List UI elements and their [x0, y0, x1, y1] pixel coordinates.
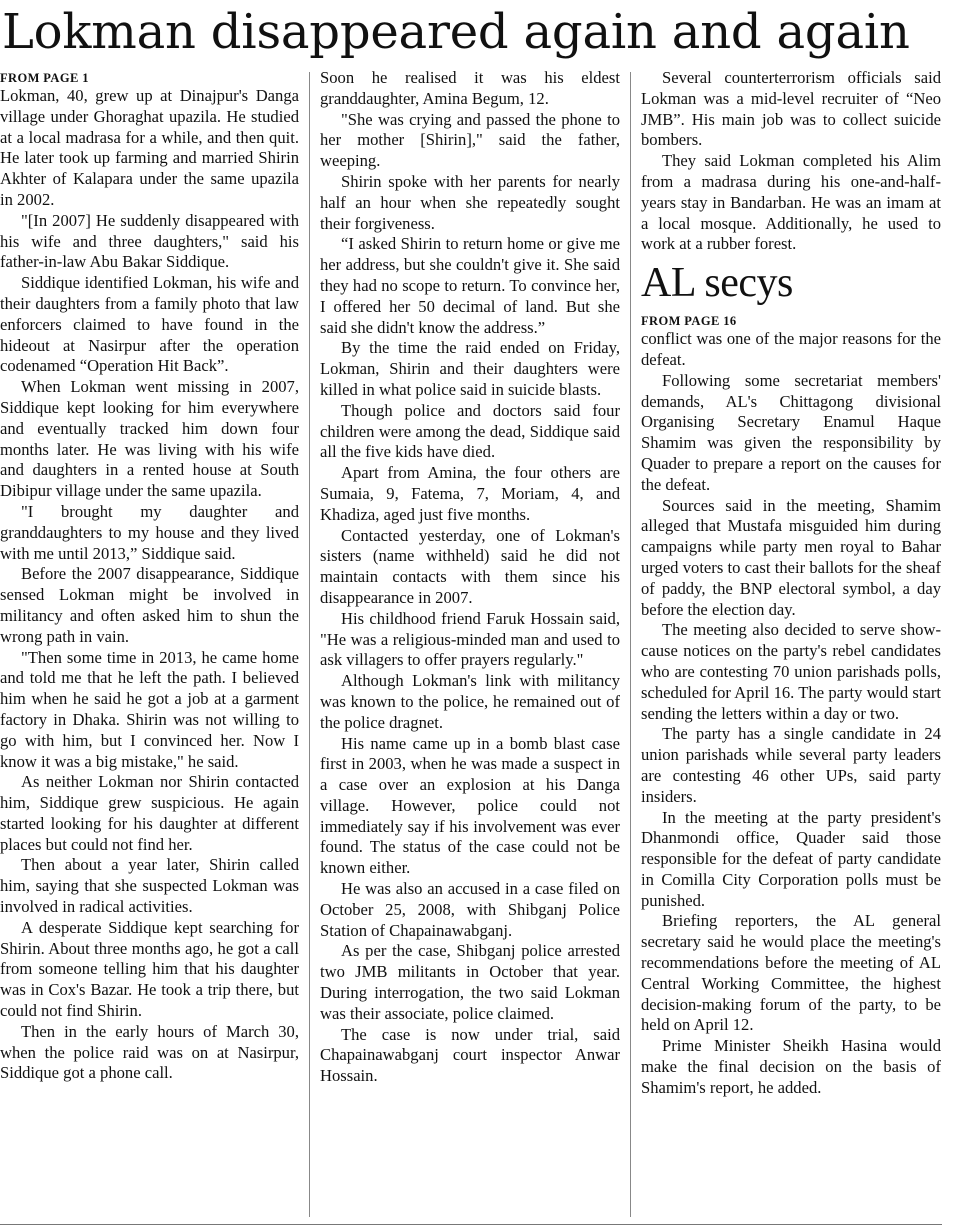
column-3: [641, 68, 941, 1218]
paragraph: "[In 2007] He suddenly disappeared with his wife and three daughters," said his father-in-law Abu Bakar Siddique.: [0, 210, 299, 272]
paragraph: Sources said in the meeting, Shamim alleged that Mustafa misguided him during campaigns while party men royal to Bahar urged voters to cast their ballots for the sheaf of paddy, the BNP electoral symbol, a day before the election day.: [641, 495, 941, 619]
paragraph: They said Lokman completed his Alim from a madrasa during his one-and-half-years stay in Bandarban. He was an imam at a local mosque. Additionally, he used to work at a rubber forest.: [641, 151, 941, 254]
paragraph: In the meeting at the party president's Dhanmondi office, Quader said those responsible for the defeat of party candidate in Comilla City Corporation polls must be punished.: [641, 807, 941, 910]
column-divider: [309, 72, 310, 1217]
story-kicker: FROM PAGE 16: [641, 314, 737, 329]
paragraph: Siddique identified Lokman, his wife and their daughters from a family photo that law enforcers claimed to have found in the hideout at Nasirpur after the operation codenamed “Operation Hit Back”.: [0, 273, 299, 376]
paragraph: The meeting also decided to serve show-cause notices on the party's rebel candidates who are contesting 70 union parishads polls, scheduled for April 16. The party would start sending the letters within a day or two.: [641, 620, 941, 723]
paragraph: "Then some time in 2013, he came home and told me that he left the path. I believed him when he said he got a job at a garment factory in Dhaka. Shirin was not willing to go with him, but I convinced her. Now I know it was a big mistake," he said.: [0, 647, 299, 771]
column-2: [320, 68, 620, 1218]
paragraph: Briefing reporters, the AL general secretary said he would place the meeting's recommendations before the meeting of AL Central Working Committee, the highest decision-making forum of the party, to be held on April 12.: [641, 911, 941, 1035]
column-divider: [630, 72, 631, 1217]
paragraph: Apart from Amina, the four others are Sumaia, 9, Fatema, 7, Moriam, 4, and Khadiza, aged just five months.: [320, 463, 620, 524]
paragraph: His name came up in a bomb blast case first in 2003, when he was made a suspect in a case over an explosion at his Danga village. However, police could not immediately say if his involvement was ever found. The status of the case could not be known either.: [320, 733, 620, 878]
paragraph: conflict was one of the major reasons for the defeat.: [641, 329, 941, 369]
paragraph: As per the case, Shibganj police arrested two JMB militants in October that year. During interrogation, the two said Lokman was their associate, police claimed.: [320, 941, 620, 1023]
paragraph: Soon he realised it was his eldest granddaughter, Amina Begum, 12.: [320, 68, 620, 108]
paragraph: "I brought my daughter and granddaughters to my house and they lived with me until 2013,” Siddique said.: [0, 501, 299, 563]
paragraph: Before the 2007 disappearance, Siddique sensed Lokman might be involved in militancy and often asked him to shun the wrong path in vain.: [0, 564, 299, 646]
story-kicker: FROM PAGE 1: [0, 71, 89, 85]
paragraph: "She was crying and passed the phone to her mother [Shirin]," said the father, weeping.: [320, 109, 620, 171]
paragraph: Shirin spoke with her parents for nearly half an hour when she repeatedly sought their forgiveness.: [320, 171, 620, 233]
paragraph: His childhood friend Faruk Hossain said, "He was a religious-minded man and used to ask villagers to offer prayers regularly.": [320, 608, 620, 670]
paragraph: When Lokman went missing in 2007, Siddique kept looking for him everywhere and eventually tracked him down four months later. He was living with his wife and daughters in a rented house at South Dibipur village under the same upazila.: [0, 377, 299, 501]
paragraph: Though police and doctors said four children were among the dead, Siddique said all the five kids have died.: [320, 400, 620, 462]
paragraph: Then in the early hours of March 30, when the police raid was on at Nasirpur, Siddique got a phone call.: [0, 1021, 299, 1083]
column-1: [0, 68, 299, 1218]
paragraph: “I asked Shirin to return home or give me her address, but she couldn't give it. She said they had no scope to return. To convince her, I offered her 50 decimal of land. But she said she didn't know the address.”: [320, 234, 620, 337]
paragraph: Prime Minister Sheikh Hasina would make the final decision on the basis of Shamim's report, he added.: [641, 1036, 941, 1097]
headline: Lokman disappeared again and again: [2, 4, 910, 60]
story-headline: AL secys: [641, 260, 793, 307]
paragraph: The party has a single candidate in 24 union parishads while several party leaders are contesting 46 other UPs, said party insiders.: [641, 724, 941, 806]
paragraph: Lokman, 40, grew up at Dinajpur's Danga village under Ghoraghat upazila. He studied at a local madrasa for a while, and then quit. He later took up farming and married Shirin Akhter of Kalapara under the same upazila in 2002.: [0, 86, 299, 209]
paragraph: A desperate Siddique kept searching for Shirin. About three months ago, he got a call from someone telling him that his daughter was in Cox's Bazar. He took a trip there, but could not find Shirin.: [0, 917, 299, 1021]
paragraph: Contacted yesterday, one of Lokman's sisters (name withheld) said he did not maintain contacts with them since his disappearance in 2007.: [320, 525, 620, 607]
bottom-rule: [0, 1224, 942, 1225]
paragraph: Although Lokman's link with militancy was known to the police, he remained out of the police dragnet.: [320, 671, 620, 732]
paragraph: Following some secretariat members' demands, AL's Chittagong divisional Organising Secretary Enamul Haque Shamim was given the responsibility by Quader to prepare a report on the causes for the defeat.: [641, 370, 941, 494]
paragraph: Then about a year later, Shirin called him, saying that she suspected Lokman was involved in radical activities.: [0, 855, 299, 917]
paragraph: The case is now under trial, said Chapainawabganj court inspector Anwar Hossain.: [320, 1024, 620, 1086]
paragraph: By the time the raid ended on Friday, Lokman, Shirin and their daughters were killed in what police said in suicide blasts.: [320, 338, 620, 399]
paragraph: He was also an accused in a case filed on October 25, 2008, with Shibganj Police Station of Chapainawabganj.: [320, 879, 620, 940]
paragraph: As neither Lokman nor Shirin contacted him, Siddique grew suspicious. He again started looking for his daughter at different places but could not find her.: [0, 772, 299, 854]
paragraph: Several counterterrorism officials said Lokman was a mid-level recruiter of “Neo JMB”. His main job was to collect suicide bombers.: [641, 68, 941, 150]
